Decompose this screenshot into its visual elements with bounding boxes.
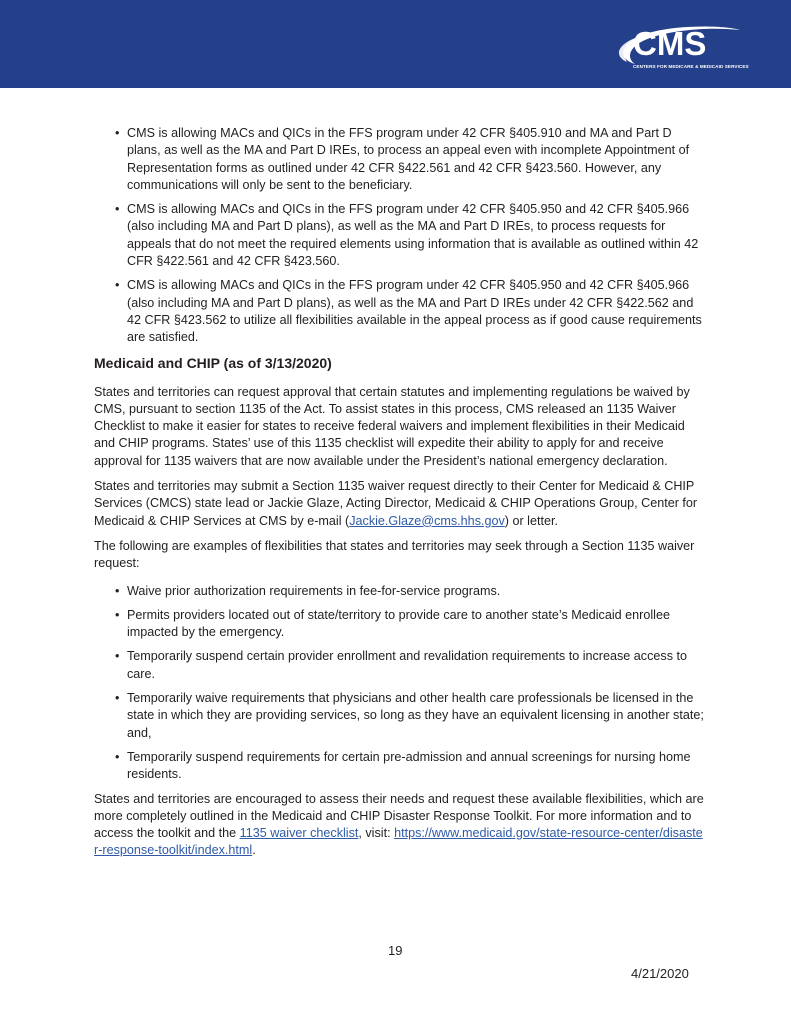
list-item: • Temporarily suspend requirements for certain pre-admission and annual screenings for nursing home residents. (115, 749, 691, 782)
section-heading: Medicaid and CHIP (as of 3/13/2020) (94, 354, 332, 371)
paragraph-submit-request: States and territories may submit a Section 1135 waiver request directly to their Center for Medicaid & CHIP Services (CMCS) state lead or Jackie Glaze, Acting Director, Medicaid & CHIP Operations Group, Center for Medicaid & CHIP Services at CMS by e-mail (Jackie.Glaze@cms.hhs.gov) or letter. (94, 479, 698, 528)
email-link[interactable]: Jackie.Glaze@cms.hhs.gov (349, 513, 505, 528)
document-body (94, 125, 704, 868)
bullet-icon: • (115, 278, 120, 293)
bullet-icon: • (115, 691, 120, 706)
list-item: • CMS is allowing MACs and QICs in the FFS program under 42 CFR §405.950 and 42 CFR §405.966 (also including MA and Part D plans), as well as the MA and Part D IREs, to process requests for appeals that do not meet the required elements using information that is available as outlined within 42 CFR §422.561 and 42 CFR §423.560. (115, 202, 699, 269)
cms-logo (605, 22, 755, 78)
list-item: • Temporarily waive requirements that physicians and other health care professionals be licensed in the state in which they are providing services, so long as they have an equivalent licensing in another state; and, (115, 691, 704, 740)
page-number: 19 (388, 943, 403, 958)
flexibilities-bullet-list (94, 583, 704, 784)
page-header-band (0, 0, 791, 88)
bullet-icon: • (115, 607, 120, 622)
list-item: • Permits providers located out of state/territory to provide care to another state’s Medicaid enrollee impacted by the emergency. (115, 607, 670, 640)
footer-date: 4/21/2020 (631, 966, 689, 981)
bullet-icon: • (115, 202, 120, 217)
bullet-icon: • (115, 749, 120, 764)
list-item: • CMS is allowing MACs and QICs in the FFS program under 42 CFR §405.910 and MA and Part D plans, as well as the MA and Part D IREs, to process an appeal even with incomplete Appointment of Representation forms as outlined under 42 CFR §422.561 and 42 CFR §423.560. However, any communications will only be sent to the beneficiary. (115, 126, 690, 192)
appeals-bullet-list (94, 125, 704, 347)
logo-text: CMS (633, 25, 707, 62)
waiver-checklist-link[interactable]: 1135 waiver checklist (239, 826, 359, 841)
paragraph-toolkit: States and territories are encouraged to assess their needs and request these available flexibilities, which are more completely outlined in the Medicaid and CHIP Disaster Response Toolkit. For more information and to access the toolkit and the 1135 waiver checklist, visit: https://www.medicaid.gov/state-resource-center/disaster-response-toolkit/index.html. (94, 791, 704, 858)
list-item: • CMS is allowing MACs and QICs in the FFS program under 42 CFR §405.950 and 42 CFR §405.966 (also including MA and Part D plans), as well as the MA and Part D IREs under 42 CFR §422.562 and 42 CFR §423.562 to utilize all flexibilities available in the appeal process as if good cause requirements are satisfied. (115, 278, 702, 345)
list-item: • Temporarily suspend certain provider enrollment and revalidation requirements to increase access to care. (115, 649, 688, 681)
list-item: • Waive prior authorization requirements in fee-for-service programs. (94, 583, 704, 600)
paragraph-flexibilities-intro: The following are examples of flexibilities that states and territories may seek through a Section 1135 waiver request: (94, 538, 695, 571)
logo-subtitle: CENTERS FOR MEDICARE & MEDICAID SERVICES (633, 64, 749, 69)
bullet-icon: • (115, 649, 120, 664)
toolkit-url-link[interactable]: https://www.medicaid.gov/state-resource-center/disaster-response-toolkit/index.html (94, 826, 703, 858)
paragraph-waiver-overview: States and territories can request approval that certain statutes and implementing regulations be waived by CMS, pursuant to section 1135 of the Act. To assist states in this process, CMS released an 1135 Waiver Checklist to make it easier for states to receive federal waivers and implement flexibilities in their Medicaid and CHIP programs. States’ use of this 1135 checklist will expedite their ability to apply for and receive approval for 1135 waivers that are now available under the President’s national emergency declaration. (94, 384, 690, 468)
bullet-icon: • (115, 126, 120, 140)
bullet-icon: • (115, 583, 120, 598)
